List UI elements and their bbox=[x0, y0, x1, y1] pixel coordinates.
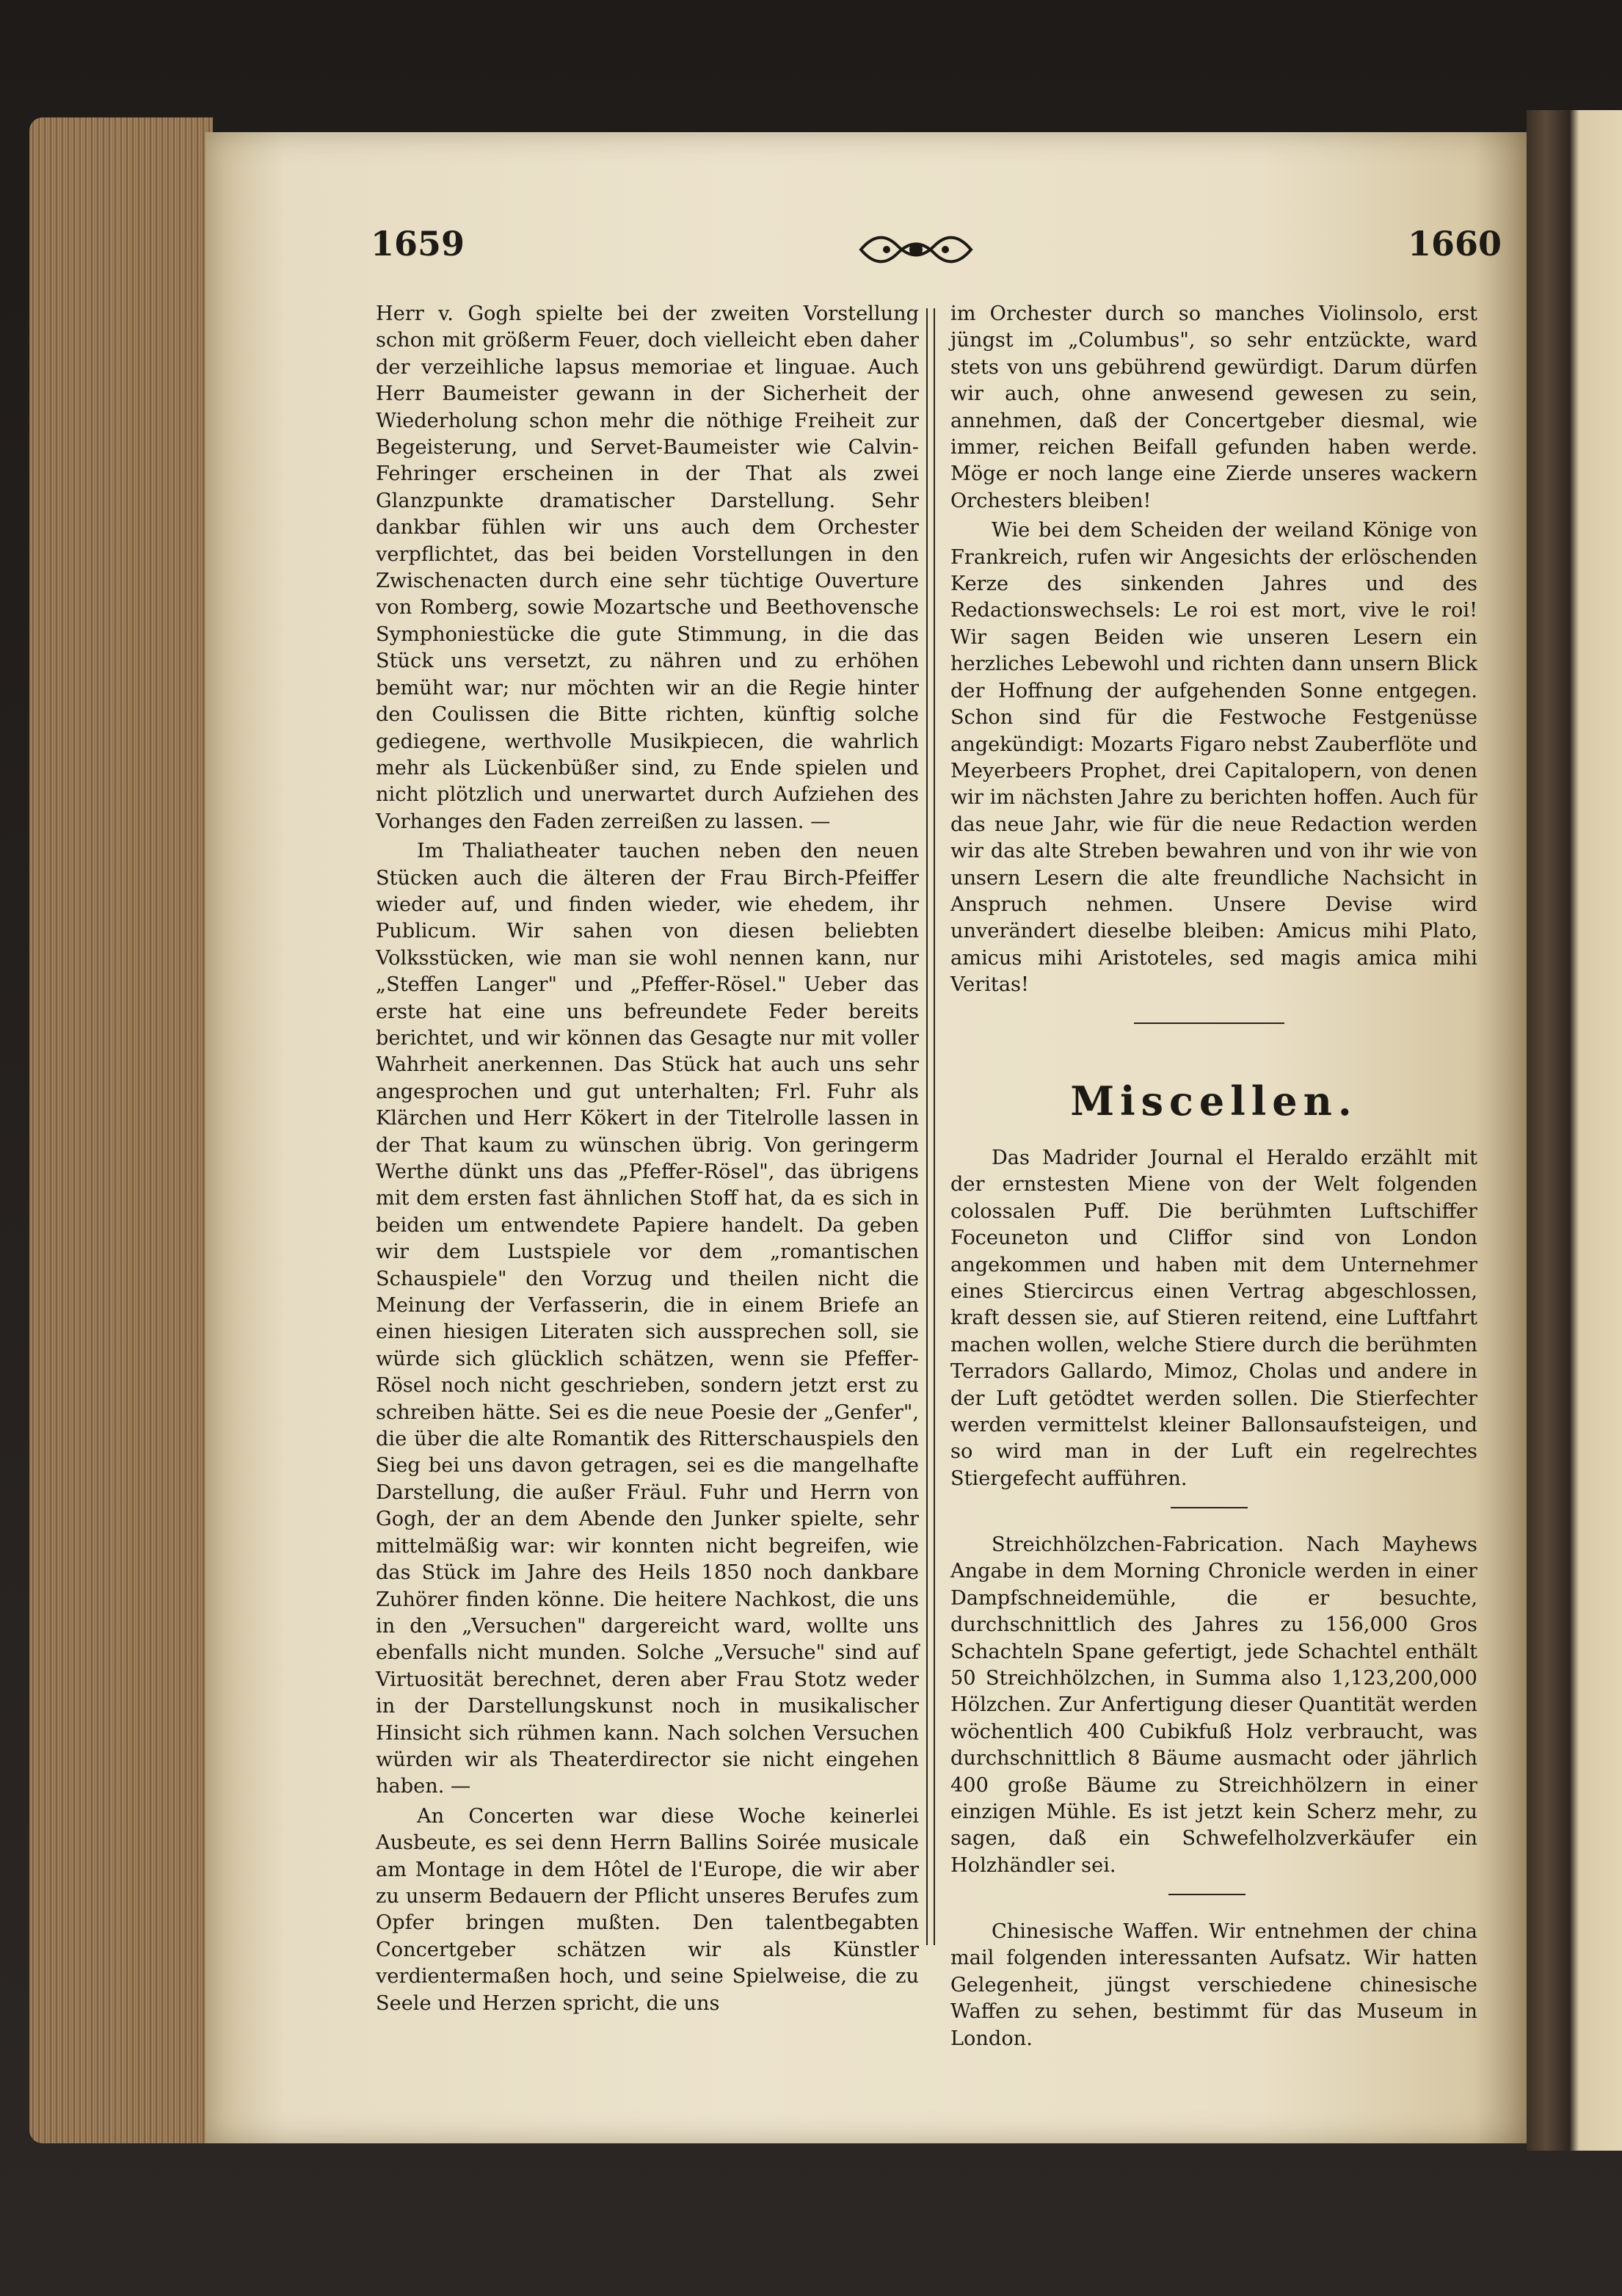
miscellen-item-1-text: Das Madrider Journal el Heraldo erzählt mit der ernstesten Miene von der Welt folgenden colossalen Puff. Die berühmten Luftschiffer Foceuneton und Cliffor sind von London angekommen und haben mit dem Unternehmer eines Stiercircus einen Vertrag abgeschlossen, kraft dessen sie, auf Stieren reitend, eine Luftfahrt machen wollen, welche Stiere durch die berühmten Terradors Gallardo, Mimoz, Cholas und andere in der Luft getödtet werden sollen. Die Stierfechter werden vermittelst kleiner Ballonsaufsteigen, und so wird man in der Luft ein regelrechtes Stiergefecht aufführen. bbox=[950, 1147, 1477, 1490]
left-paragraph-2: Im Thaliatheater tauchen neben den neuen Stücken auch die älteren der Frau Birch-Pfeiffer wieder auf, und finden wieder, wie ehedem, ihr Publicum. Wir sahen von diesen beliebten Volksstücken, wie man sie wohl nennen kann, nur „Steffen Langer" und „Pfeffer-Rösel." Ueber das erste hat eine uns befreundete Feder bereits berichtet, und wir können das Gesagte nur mit voller Wahrheit anerkennen. Das Stück hat auch uns sehr angesprochen und gut unterhalten; Frl. Fuhr als Klärchen und Herr Kökert in der Titelrolle lassen in der That kaum zu wünschen übrig. Von geringerm Werthe dünkt uns das „Pfeffer-Rösel", das übrigens mit dem ersten fast ähnlichen Stoff hat, da es sich in beiden um entwendete Papiere handelt. Da geben wir dem Lustspiele vor dem „romantischen Schauspiele" den Vorzug und theilen nicht die Meinung der Verfasserin, die in einem Briefe an einen hiesigen Literaten sich aussprechen soll, sie würde sich glücklich schätzen, wenn sie Pfeffer-Rösel noch nicht geschrieben, sondern jetzt erst zu schreiben hätte. Sei es die neue Poesie der „Genfer", die über die alte Romantik des Ritterschauspiels den Sieg bei uns davon getragen, sei es die mangelhafte Darstellung, die außer Fräul. Fuhr und Herrn von Gogh, der an dem Abende den Junker spielte, sehr mittelmäßig war: wir konnten nicht begreifen, wie das Stück im Jahre des Heils 1850 noch dankbare Zuhörer finden könne. Die heitere Nachkost, die uns in den „Versuchen" dargereicht ward, wollte uns ebenfalls nicht munden. Solche „Versuche" sind auf Virtuosität berechnet, deren aber Frau Stotz weder in der Darstellungskunst noch in musikalischer Hinsicht sich rühmen kann. Nach solchen Versuchen würden wir als Theaterdirector sie nicht eingehen haben. — bbox=[376, 840, 919, 1798]
book-page-edges-left bbox=[29, 117, 213, 2143]
item-divider-1 bbox=[1171, 1507, 1248, 1508]
page-number-right: 1660 bbox=[1408, 224, 1502, 264]
left-paragraph-1: Herr v. Gogh spielte bei der zweiten Vorstellung schon mit größerm Feuer, doch vielleicht eben daher der verzeihliche lapsus memoriae et linguae. Auch Herr Baumeister gewann in der Sicherheit der Wiederholung schon mehr die nöthige Freiheit zur Begeisterung, und Servet-Baumeister wie Calvin-Fehringer erscheinen in der That als zwei Glanzpunkte dramatischer Darstellung. Sehr dankbar fühlen wir uns auch dem Orchester verpflichtet, das bei beiden Vorstellungen in den Zwischenacten durch eine sehr tüchtige Ouverture von Romberg, sowie Mozartsche und Beethovensche Symphoniestücke die gute Stimmung, in die das Stück uns versetzt, zu nähren und zu erhöhen bemüht war; nur möchten wir an die Regie hinter den Coulissen die Bitte richten, künftig solche gediegene, werthvolle Musikpiecen, die wahrlich mehr als Lückenbüßer sind, zu Ende spielen und nicht plötzlich und unerwartet durch Aufziehen des Vorhanges den Faden zerreißen zu lassen. — bbox=[376, 302, 919, 833]
ornament-icon bbox=[857, 224, 975, 275]
section-divider bbox=[1134, 1022, 1284, 1024]
miscellen-heading: Miscellen. bbox=[1070, 1078, 1358, 1125]
miscellen-item-1 bbox=[950, 1145, 1477, 1492]
miscellen-item-2-text: Streichhölzchen-Fabrication. Nach Mayhews Angabe in dem Morning Chronicle werden in einer Dampfschneidemühle, die er besuchte, durchschnittlich des Jahres zu 156,000 Gros Schachteln Spane gefertigt, jede Schachtel enthält 50 Streichhölzchen, in Summa also 1,123,200,000 Hölzchen. Zur Anfertigung dieser Quantität werden wöchentlich 400 Cubikfuß Holz verbraucht, was durchschnittlich 8 Bäume ausmacht oder jährlich 400 große Bäume zu Streichhölzern in einer einzigen Mühle. Es ist jetzt kein Scherz mehr, zu sagen, daß ein Schwefelholzverkäufer ein Holzhändler sei. bbox=[950, 1533, 1477, 1877]
right-paragraph-1: im Orchester durch so manches Violinsolo, erst jüngst im „Columbus", so sehr entzückte, ward stets von uns gebührend gewürdigt. Darum dürfen wir auch, ohne anwesend gewesen zu sein, annehmen, daß der Concertgeber diesmal, wie immer, reichen Beifall gefunden haben werde. Möge er noch lange eine Zierde unseres wackern Orchesters bleiben! bbox=[950, 302, 1477, 512]
miscellen-item-2 bbox=[950, 1532, 1477, 1879]
miscellen-item-3 bbox=[950, 1919, 1477, 2052]
item-divider-2 bbox=[1168, 1894, 1245, 1895]
book-next-page bbox=[1527, 110, 1622, 2151]
miscellen-item-3-text: Chinesische Waffen. Wir entnehmen der china mail folgenden interessanten Aufsatz. Wir hatten Gelegenheit, jüngst verschiedene chinesische Waffen zu sehen, bestimmt für das Museum in London. bbox=[950, 1920, 1477, 2050]
page-number-left: 1659 bbox=[371, 224, 465, 264]
left-paragraph-3: An Concerten war diese Woche keinerlei Ausbeute, es sei denn Herrn Ballins Soirée musicale am Montage in dem Hôtel de l'Europe, die wir aber zu unserm Bedauern der Pflicht unseres Berufes zum Opfer bringen mußten. Den talentbegabten Concertgeber schätzen wir als Künstler verdientermaßen hoch, und seine Spielweise, die zu Seele und Herzen spricht, die uns bbox=[376, 1804, 919, 2015]
column-divider bbox=[926, 308, 935, 1945]
left-column bbox=[376, 301, 919, 2020]
right-column bbox=[950, 301, 1477, 1002]
right-paragraph-2: Wie bei dem Scheiden der weiland Könige von Frankreich, rufen wir Angesichts der erlöschenden Kerze des sinkenden Jahres und des Redactionswechsels: Le roi est mort, vive le roi! Wir sagen Beiden wie unseren Lesern ein herzliches Lebewohl und richten dann unsern Blick der Hoffnung der aufgehenden Sonne entgegen. Schon sind für die Festwoche Festgenüsse angekündigt: Mozarts Figaro nebst Zauberflöte und Meyerbeers Prophet, drei Capitalopern, von denen wir im nächsten Jahre zu berichten hoffen. Auch für das neue Jahr, wie für die neue Redaction werden wir das alte Streben bewahren und von ihr wie von unsern Lesern die alte freundliche Nachsicht in Anspruch nehmen. Unsere Devise wird unverändert dieselbe bleiben: Amicus mihi Plato, amicus mihi Aristoteles, sed magis amica mihi Veritas! bbox=[950, 519, 1477, 997]
